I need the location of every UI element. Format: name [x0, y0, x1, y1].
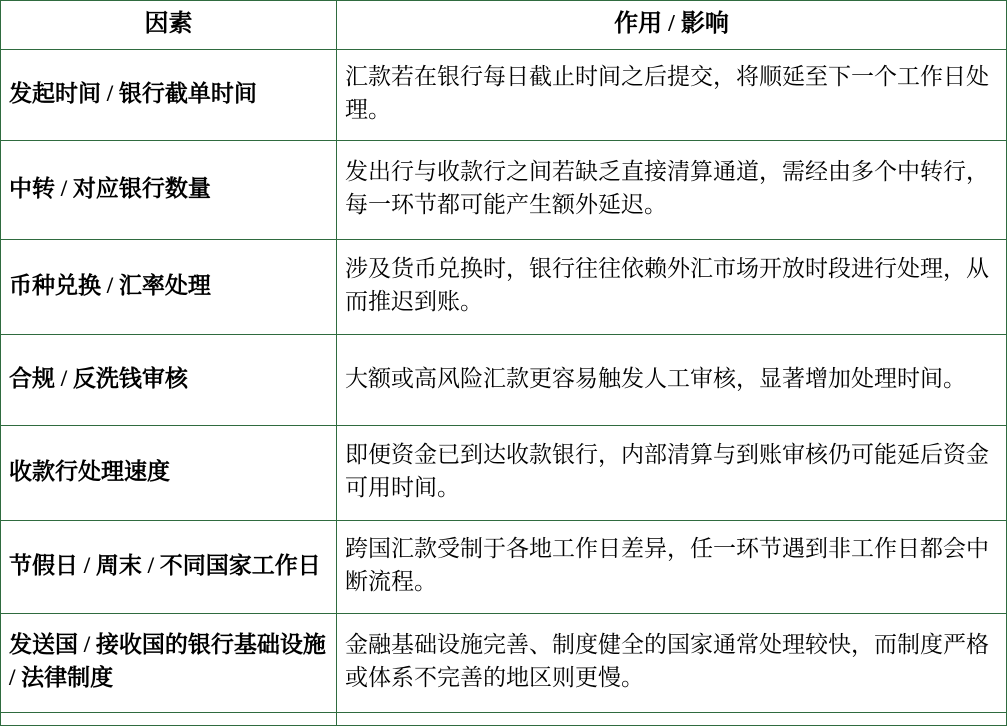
- cell-effect: 汇款若在银行每日截止时间之后提交，将顺延至下一个工作日处理。: [337, 50, 1007, 141]
- column-header-factor: 因素: [1, 1, 337, 50]
- cell-factor: 币种兑换 / 汇率处理: [1, 240, 337, 335]
- cell-factor: 中转 / 对应银行数量: [1, 141, 337, 240]
- cell-effect: 大额或高风险汇款更容易触发人工审核，显著增加处理时间。: [337, 335, 1007, 426]
- table-row: [1, 426, 1007, 521]
- table-row: [1, 141, 1007, 240]
- cell-effect: 涉及货币兑换时，银行往往依赖外汇市场开放时段进行处理，从而推迟到账。: [337, 240, 1007, 335]
- cell-factor: 合规 / 反洗钱审核: [1, 335, 337, 426]
- table-row-partial: [1, 713, 1007, 726]
- cell-factor: 发起时间 / 银行截单时间: [1, 50, 337, 141]
- table-row: [1, 240, 1007, 335]
- table-row: [1, 335, 1007, 426]
- column-header-effect: 作用 / 影响: [337, 1, 1007, 50]
- cell-effect: 发出行与收款行之间若缺乏直接清算通道，需经由多个中转行，每一环节都可能产生额外延迟。: [337, 141, 1007, 240]
- cell-effect: 即便资金已到达收款银行，内部清算与到账审核仍可能延后资金可用时间。: [337, 426, 1007, 521]
- table-row: [1, 50, 1007, 141]
- table-head: [1, 1, 1007, 50]
- cell-effect: 跨国汇款受制于各地工作日差异，任一环节遇到非工作日都会中断流程。: [337, 521, 1007, 614]
- cell-effect: 金融基础设施完善、制度健全的国家通常处理较快，而制度严格或体系不完善的地区则更慢。: [337, 614, 1007, 713]
- cell-factor-empty: [1, 713, 337, 726]
- cell-effect-empty: [337, 713, 1007, 726]
- cell-factor: 发送国 / 接收国的银行基础设施 / 法律制度: [1, 614, 337, 713]
- table-row: [1, 614, 1007, 713]
- table-row: [1, 521, 1007, 614]
- cell-factor: 收款行处理速度: [1, 426, 337, 521]
- cell-factor: 节假日 / 周末 / 不同国家工作日: [1, 521, 337, 614]
- table-body: [1, 50, 1007, 726]
- table-header-row: [1, 1, 1007, 50]
